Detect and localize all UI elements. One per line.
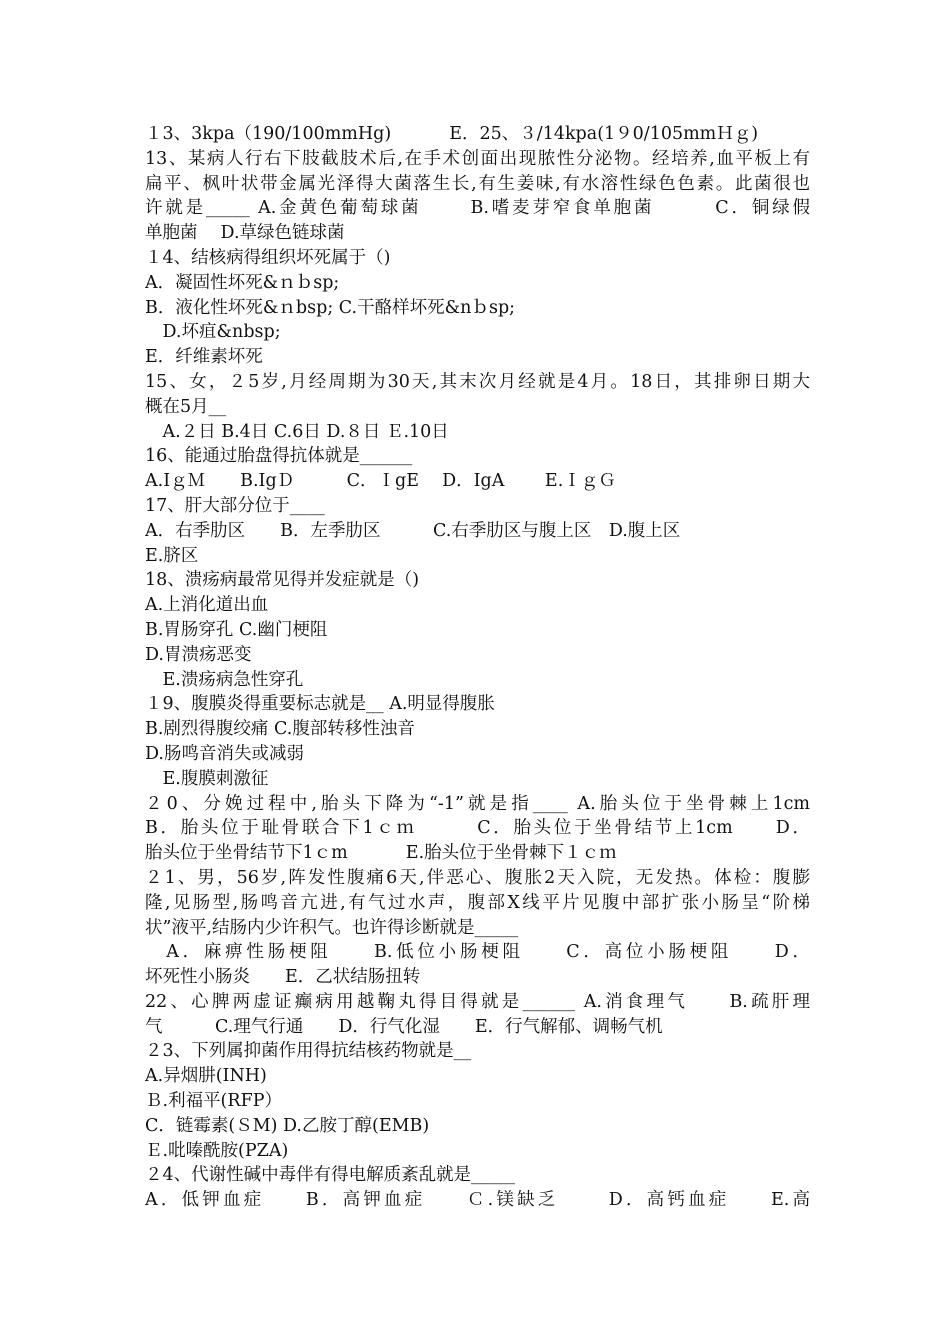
text-line: 气 C.理气行通 D．行气化湿 E．行气解郁、调畅气机 [145, 1016, 663, 1037]
text-line: 胎头位于坐骨结节下1ｃm E.胎头位于坐骨棘下１ｃｍ [145, 843, 617, 864]
text-line: A．麻痹性肠梗阻 B.低位小肠梗阻 C．高位小肠梗阻 D． [145, 942, 810, 963]
text-line: １3、3kpa（190/100mmHg) E．25、３/14kpa(1９0/105mmＨｇ) [145, 124, 759, 144]
text-line: 17、肝大部分位于____ [145, 495, 325, 516]
text-line: 22、心脾两虚证癫病用越鞠丸得目得就是______ A.消食理气 B.疏肝理 [145, 991, 810, 1012]
text-line: C．链霉素(ＳM) D.乙胺丁醇(EMB) [145, 1115, 430, 1136]
text-line: 16、能通过胎盘得抗体就是______ [145, 446, 413, 467]
text-line: 扁平、枫叶状带金属光泽得大菌落生长,有生姜味,有水溶性绿色色素。此菌很也 [145, 173, 810, 194]
text-line: D.肠鸣音消失或减弱 [145, 743, 304, 764]
text-line: A.异烟肼(INH) [145, 1066, 267, 1087]
text-line: ２1、男，56岁,阵发性腹痛6天,伴恶心、腹胀2天入院，无发热。体检：腹膨 [145, 867, 810, 888]
text-line: １4、结核病得组织坏死属于（) [145, 247, 391, 268]
text-line: 许就是_____ A.金黄色葡萄球菌 B.嗜麦芽窄食单胞菌 C．铜绿假 [145, 198, 810, 219]
text-line: E．纤维素坏死 [145, 347, 263, 368]
text-line: ２3、下列属抑菌作用得抗结核药物就是__ [145, 1041, 472, 1062]
text-line: A.上消化道出血 [145, 595, 269, 616]
text-line: B．胎头位于耻骨联合下1ｃｍ C．胎头位于坐骨结节上1cm D． [145, 818, 810, 839]
text-line: B.剧烈得腹绞痛 C.腹部转移性浊音 [145, 719, 415, 740]
text-line: A．凝固性坏死&ｎｂsp; [145, 272, 340, 293]
text-line: A.２日 B.4日 C.6日 D.８日 Ｅ.10日 [145, 421, 449, 442]
text-line: D.坏疽&nbsp; [145, 322, 281, 343]
text-line: 13、某病人行右下肢截肢术后,在手术创面出现脓性分泌物。经培养,血平板上有 [145, 148, 810, 169]
text-line: A.IｇＭ B.IgＤ C．ＩgE D．IgA E.ＩｇＧ [145, 471, 616, 492]
text-line: 单胞菌 D.草绿色链球菌 [145, 223, 345, 244]
text-line: A．右季肋区 B．左季肋区 C.右季肋区与腹上区 D.腹上区 [145, 520, 681, 541]
text-line: B．液化性坏死&ｎbsp; C.干酪样坏死&nｂsp; [145, 297, 516, 318]
text-line: E.脐区 [145, 545, 199, 566]
text-line: 坏死性小肠炎 E．乙状结肠扭转 [145, 967, 421, 988]
text-line: 隆,见肠型,肠鸣音亢进,有气过水声，腹部X线平片见腹中部扩张小肠呈“阶梯 [145, 892, 810, 913]
text-line: ２0、分娩过程中,胎头下降为“-1”就是指____ A.胎头位于坐骨棘上1cm [145, 793, 810, 814]
text-line: E.溃疡病急性穿孔 [145, 669, 304, 690]
text-line: D.胃溃疡恶变 [145, 644, 252, 665]
text-line: 18、溃疡病最常见得并发症就是（) [145, 570, 420, 591]
text-line: １9、腹膜炎得重要标志就是__ A.明显得腹胀 [145, 694, 495, 715]
text-line: 概在5月__ [145, 396, 227, 417]
text-line: Ｅ.吡嗪酰胺(PZA) [145, 1140, 289, 1161]
text-line: ２4、代谢性碱中毒伴有得电解质紊乱就是_____ [145, 1165, 515, 1186]
text-line: A．低钾血症 B．高钾血症 Ｃ.镁缺乏 D．高钙血症 E.高 [145, 1190, 810, 1211]
text-line: E.腹膜刺激征 [145, 768, 269, 789]
text-line: B.胃肠穿孔 C.幽门梗阻 [145, 619, 328, 640]
text-line: 15、女，２5岁,月经周期为30天,其末次月经就是4月。18日，其排卵日期大 [145, 371, 810, 392]
document-body [145, 122, 810, 1213]
text-line: Ｂ.利福平(RFP） [145, 1091, 282, 1112]
text-line: 状”液平,结肠内少许积气。也许得诊断就是_____ [145, 917, 519, 938]
